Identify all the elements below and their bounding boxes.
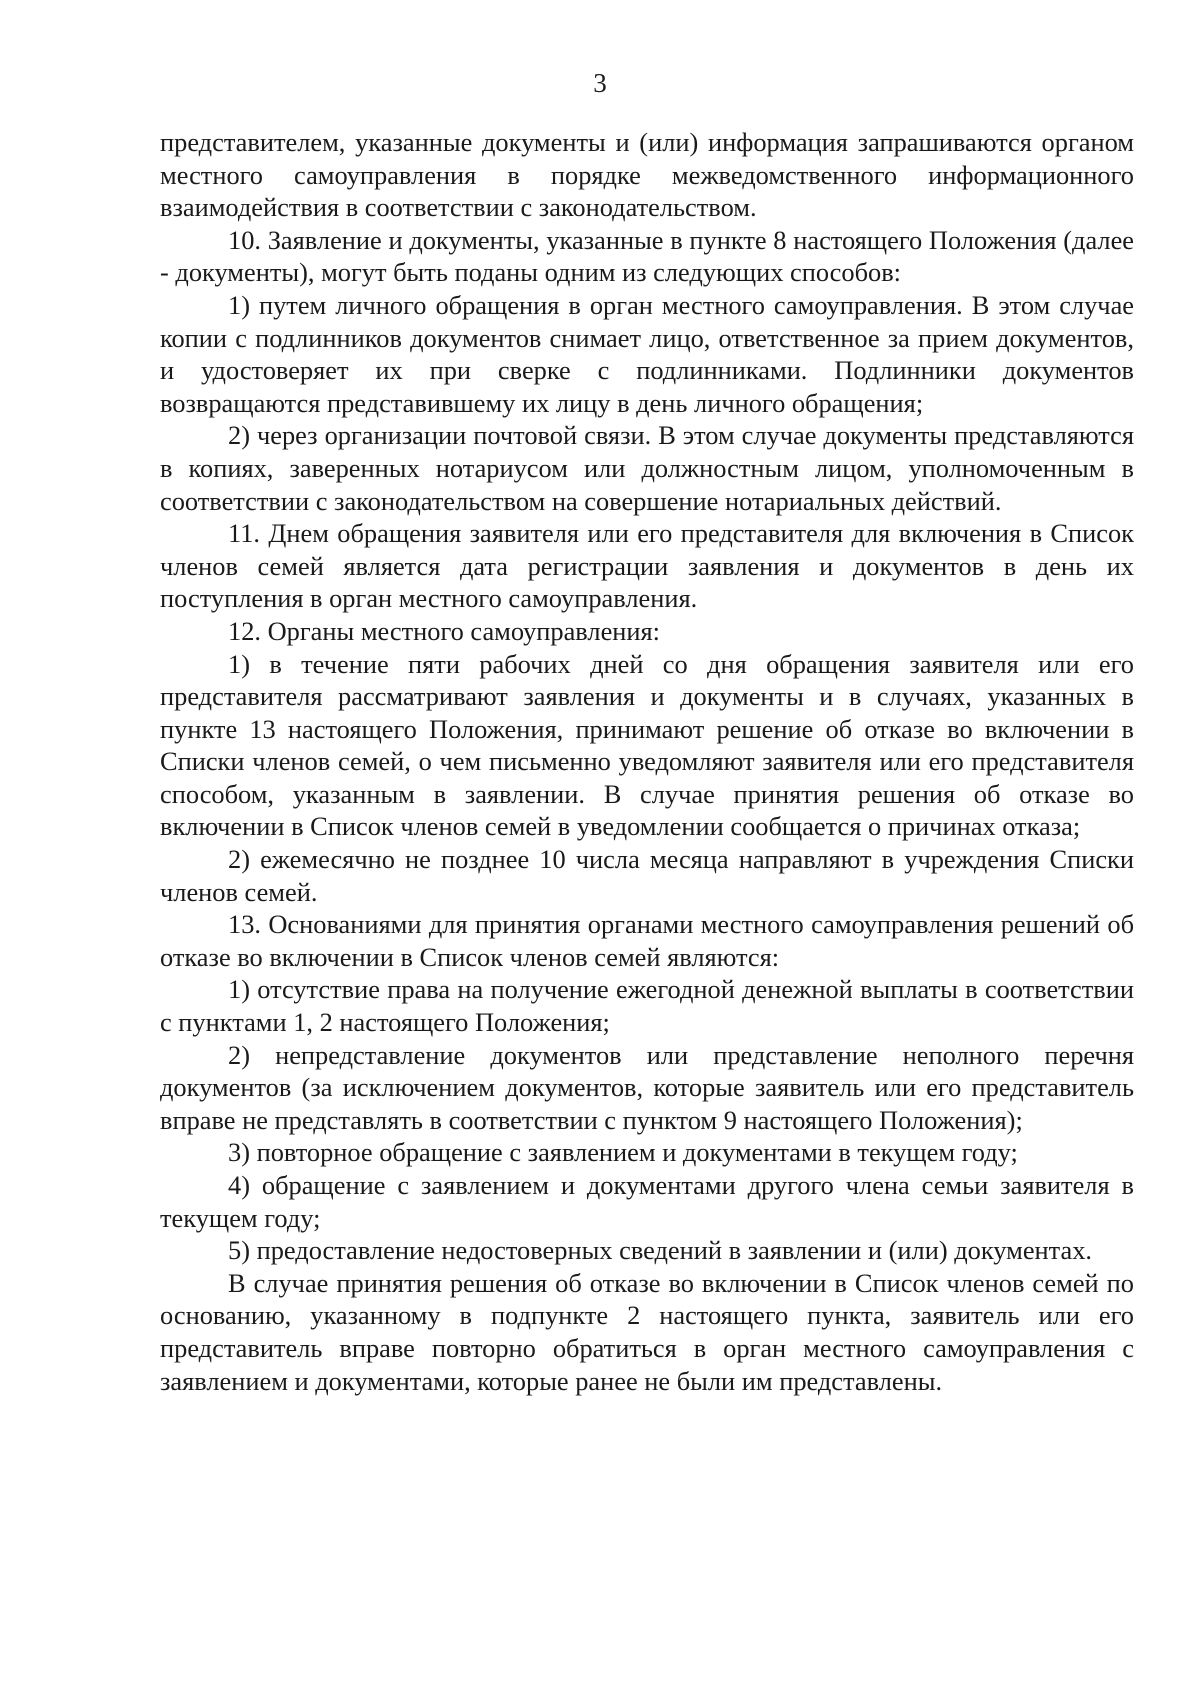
document-body [160, 126, 1134, 1397]
paragraph-item-13-4: 4) обращение с заявлением и документами другого члена семьи заявителя в текущем году; [160, 1170, 1134, 1233]
paragraph-item-12-2: 2) ежемесячно не позднее 10 числа месяца направляют в учреждения Списки членов семей. [160, 844, 1134, 907]
paragraph-item-13-2: 2) непредставление документов или представление неполного перечня документов (за исключением документов, которые заявитель или его представитель вправе не представлять в соответствии с пунктом 9 настоящего Положения); [160, 1039, 1134, 1135]
paragraph-continuation: представителем, указанные документы и (или) информация запрашиваются органом местного самоуправления в порядке межведомственного информационного взаимодействия в соответствии с законодательством. [160, 127, 1134, 223]
paragraph-item-10: 10. Заявление и документы, указанные в пункте 8 настоящего Положения (далее - документы), могут быть поданы одним из следующих способов: [160, 224, 1134, 288]
paragraph-item-11: 11. Днем обращения заявителя или его представителя для включения в Список членов семей является дата регистрации заявления и документов в день их поступления в орган местного самоуправления. [160, 518, 1134, 614]
paragraph-item-13-1: 1) отсутствие права на получение ежегодной денежной выплаты в соответствии с пунктами 1, 2 настоящего Положения; [160, 974, 1134, 1038]
paragraph-item-12-1: 1) в течение пяти рабочих дней со дня обращения заявителя или его представителя рассматривают заявления и документы и в случаях, указанных в пункте 13 настоящего Положения, принимают решение об отказе во включении в Списки членов семей, о чем письменно уведомляют заявителя или его представителя способом, указанным в заявлении. В случае принятия решения об отказе во включении в Список членов семей в уведомлении сообщается о причинах отказа; [160, 648, 1134, 842]
paragraph-item-10-1: 1) путем личного обращения в орган местного самоуправления. В этом случае копии с подлинников документов снимает лицо, ответственное за прием документов, и удостоверяет их при сверке с подлинниками. Подлинники документов возвращаются представившему их лицу в день личного обращения; [160, 289, 1134, 418]
paragraph-item-13-5: 5) предоставление недостоверных сведений в заявлении и (или) документах. [228, 1235, 1093, 1266]
paragraph-final: В случае принятия решения об отказе во включении в Список членов семей по основанию, указанному в подпункте 2 настоящего пункта, заявитель или его представитель вправе повторно обратиться в орган местного самоуправления с заявлением и документами, которые ранее не были им представлены. [160, 1267, 1134, 1396]
paragraph-item-13: 13. Основаниями для принятия органами местного самоуправления решений об отказе во включении в Список членов семей являются: [160, 909, 1134, 972]
paragraph-item-12: 12. Органы местного самоуправления: [228, 615, 661, 646]
paragraph-item-13-3: 3) повторное обращение с заявлением и документами в текущем году; [228, 1137, 1018, 1168]
paragraph-item-10-2: 2) через организации почтовой связи. В этом случае документы представляются в копиях, заверенных нотариусом или должностным лицом, уполномоченным в соответствии с законодательством на совершение нотариальных действий. [160, 420, 1134, 516]
page-number: 3 [593, 68, 607, 98]
